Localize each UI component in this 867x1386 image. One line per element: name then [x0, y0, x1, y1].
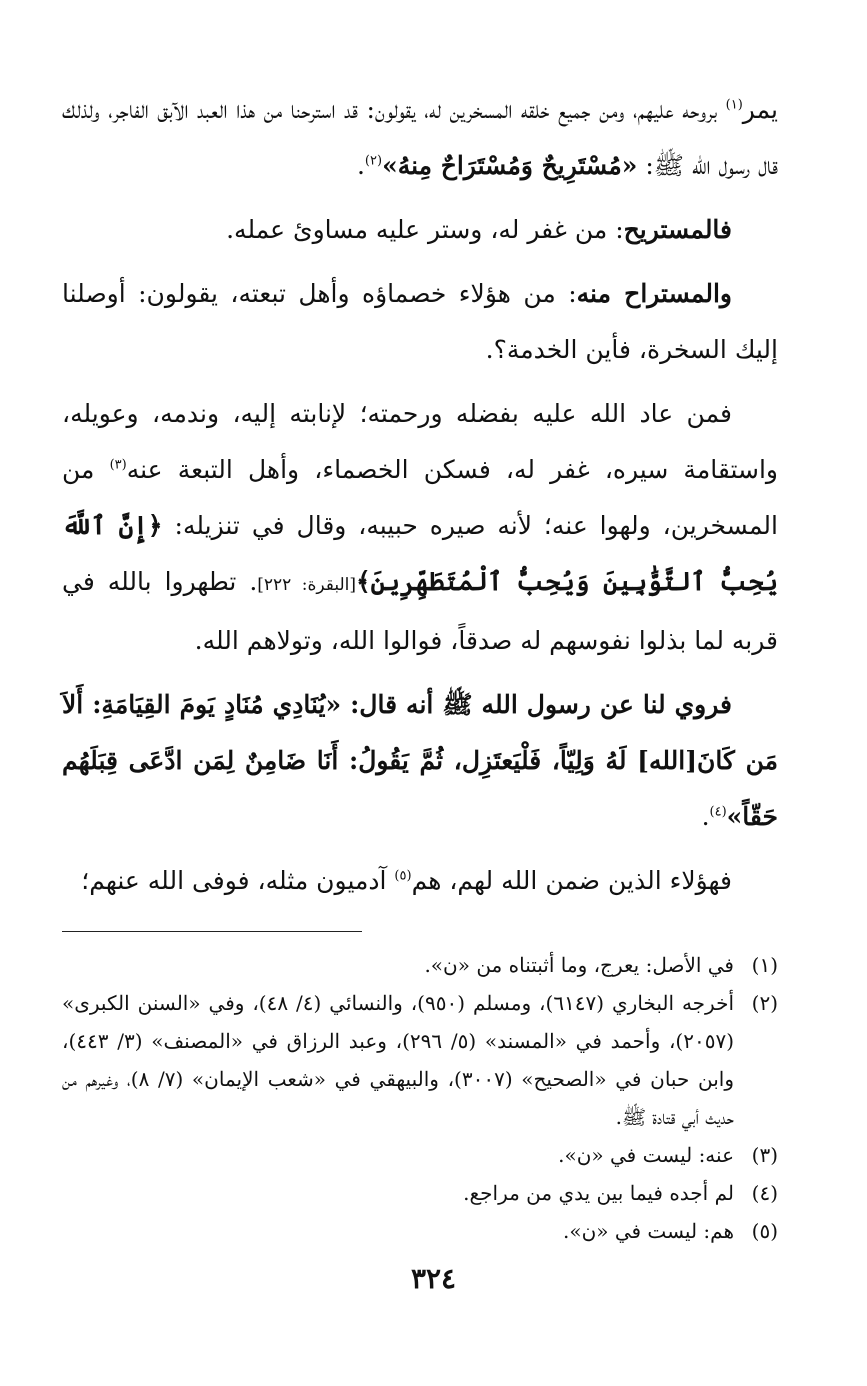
definition: : من غفر له، وستر عليه مساوئ عمله. — [226, 215, 624, 244]
paragraph-2 — [62, 202, 778, 258]
text: فهؤلاء الذين ضمن الله لهم، هم — [411, 866, 732, 895]
footnotes — [62, 946, 778, 1250]
footnote-2 — [62, 984, 778, 1136]
footnote-ref-2[interactable]: (٢) — [364, 153, 383, 169]
text: . — [356, 151, 365, 180]
footnote-number: (٥) — [751, 1219, 778, 1243]
text: بروحه عليهم، ومن جميع خلقه المسخرين له، يقولون: قد استرحنا من هذا العبد الآبق الفاجر، ولذلك قال رسول الله ﷺ: — [62, 95, 778, 180]
term-mustarah-minhu: والمستراح منه — [576, 279, 732, 308]
footnote-text: أخرجه البخاري (٦١٤٧)، ومسلم (٩٥٠)، والنسائي (٤/ ٤٨)، وفي «السنن الكبرى» (٢٠٥٧)، وأحمد في «المسند» (٥/ ٢٩٦)، وعبد الرزاق في «المصنف» (٣/ ٤٤٣)، وابن حبان في «الصحيح» (٣٠٠٧)، والبيهقي في «شعب الإيمان» (٧/ ٨)، وغيرهم من حديث أبي قتادة ﷺ. — [62, 991, 735, 1129]
footnote-5 — [62, 1212, 778, 1250]
footnote-number: (٣) — [751, 1143, 778, 1167]
quran-verse: ﴿إِنَّ ٱللَّهَ يُحِبُّ ٱلتَّوَّٰبِينَ وَيُحِبُّ ٱلْمُتَطَهِّرِينَ﴾ — [62, 511, 778, 596]
footnote-number: (٤) — [751, 1181, 778, 1205]
footnote-1 — [62, 946, 778, 984]
footnote-ref-1[interactable]: (١) — [725, 97, 743, 113]
text: فروي لنا عن رسول الله ﷺ أنه قال: — [341, 690, 732, 719]
page-number: ٣٢٤ — [410, 1262, 457, 1295]
text: آدميون مثله، فوفى الله عنهم؛ — [81, 866, 395, 895]
footnote-3 — [62, 1136, 778, 1174]
footnote-text: هم: ليست في «ن». — [562, 1219, 734, 1243]
footnote-text: في الأصل: يعرج، وما أثبتناه من «ن». — [424, 953, 734, 977]
footnote-text: لم أجده فيما بين يدي من مراجع. — [463, 1181, 734, 1205]
text: من المسخرين، ولهوا عنه؛ لأنه صيره حبيبه، وقال في تنزيله: — [62, 455, 778, 540]
footnote-ref-4[interactable]: (٤) — [709, 804, 727, 820]
text: . — [701, 802, 710, 831]
text: . تطهروا بالله في قربه لما بذلوا نفوسهم له صدقاً، فوالوا الله، وتولاهم الله. — [62, 567, 778, 655]
footnote-ref-5[interactable]: (٥) — [394, 868, 412, 884]
paragraph-1 — [62, 82, 778, 194]
text: فمن عاد الله عليه بفضله ورحمته؛ لإنابته إليه، وندمه، وعويله، واستقامة سيره، غفر له، فسكن الخصماء، وأهل التبعة عنه — [62, 399, 778, 484]
paragraph-4 — [62, 386, 778, 669]
footnote-4 — [62, 1174, 778, 1212]
hadith-quote: «مُسْتَرِيحٌ وَمُسْتَرَاحٌ مِنهُ» — [382, 151, 638, 180]
footnote-text: عنه: ليست في «ن». — [558, 1143, 734, 1167]
footnote-number: (٢) — [751, 991, 778, 1015]
hadith-quote: «يُنَادِي مُنَادٍ يَومَ القِيَامَةِ: أَلاَ مَن كَانَ[الله] لَهُ وَلِيّاً، فَلْيَعتَزِل، ثُمَّ يَقُولُ: أَنَا ضَامِنٌ لِمَن ادَّعَى قِبَلَهُم حَقّاً» — [62, 690, 778, 831]
footnote-ref-3[interactable]: (٣) — [109, 457, 127, 473]
paragraph-6 — [62, 853, 778, 909]
verse-reference: [البقرة: ٢٢٢] — [257, 575, 356, 595]
page-content — [62, 82, 778, 1250]
footnote-divider — [62, 931, 362, 932]
term-mustarih: فالمستريح — [623, 215, 732, 244]
text: يمر — [742, 95, 778, 124]
paragraph-3 — [62, 266, 778, 378]
footnote-number: (١) — [751, 953, 778, 977]
definition: : من هؤلاء خصماؤه وأهل تبعته، يقولون: أوصلنا إليك السخرة، فأين الخدمة؟. — [62, 279, 778, 364]
paragraph-5 — [62, 677, 778, 845]
